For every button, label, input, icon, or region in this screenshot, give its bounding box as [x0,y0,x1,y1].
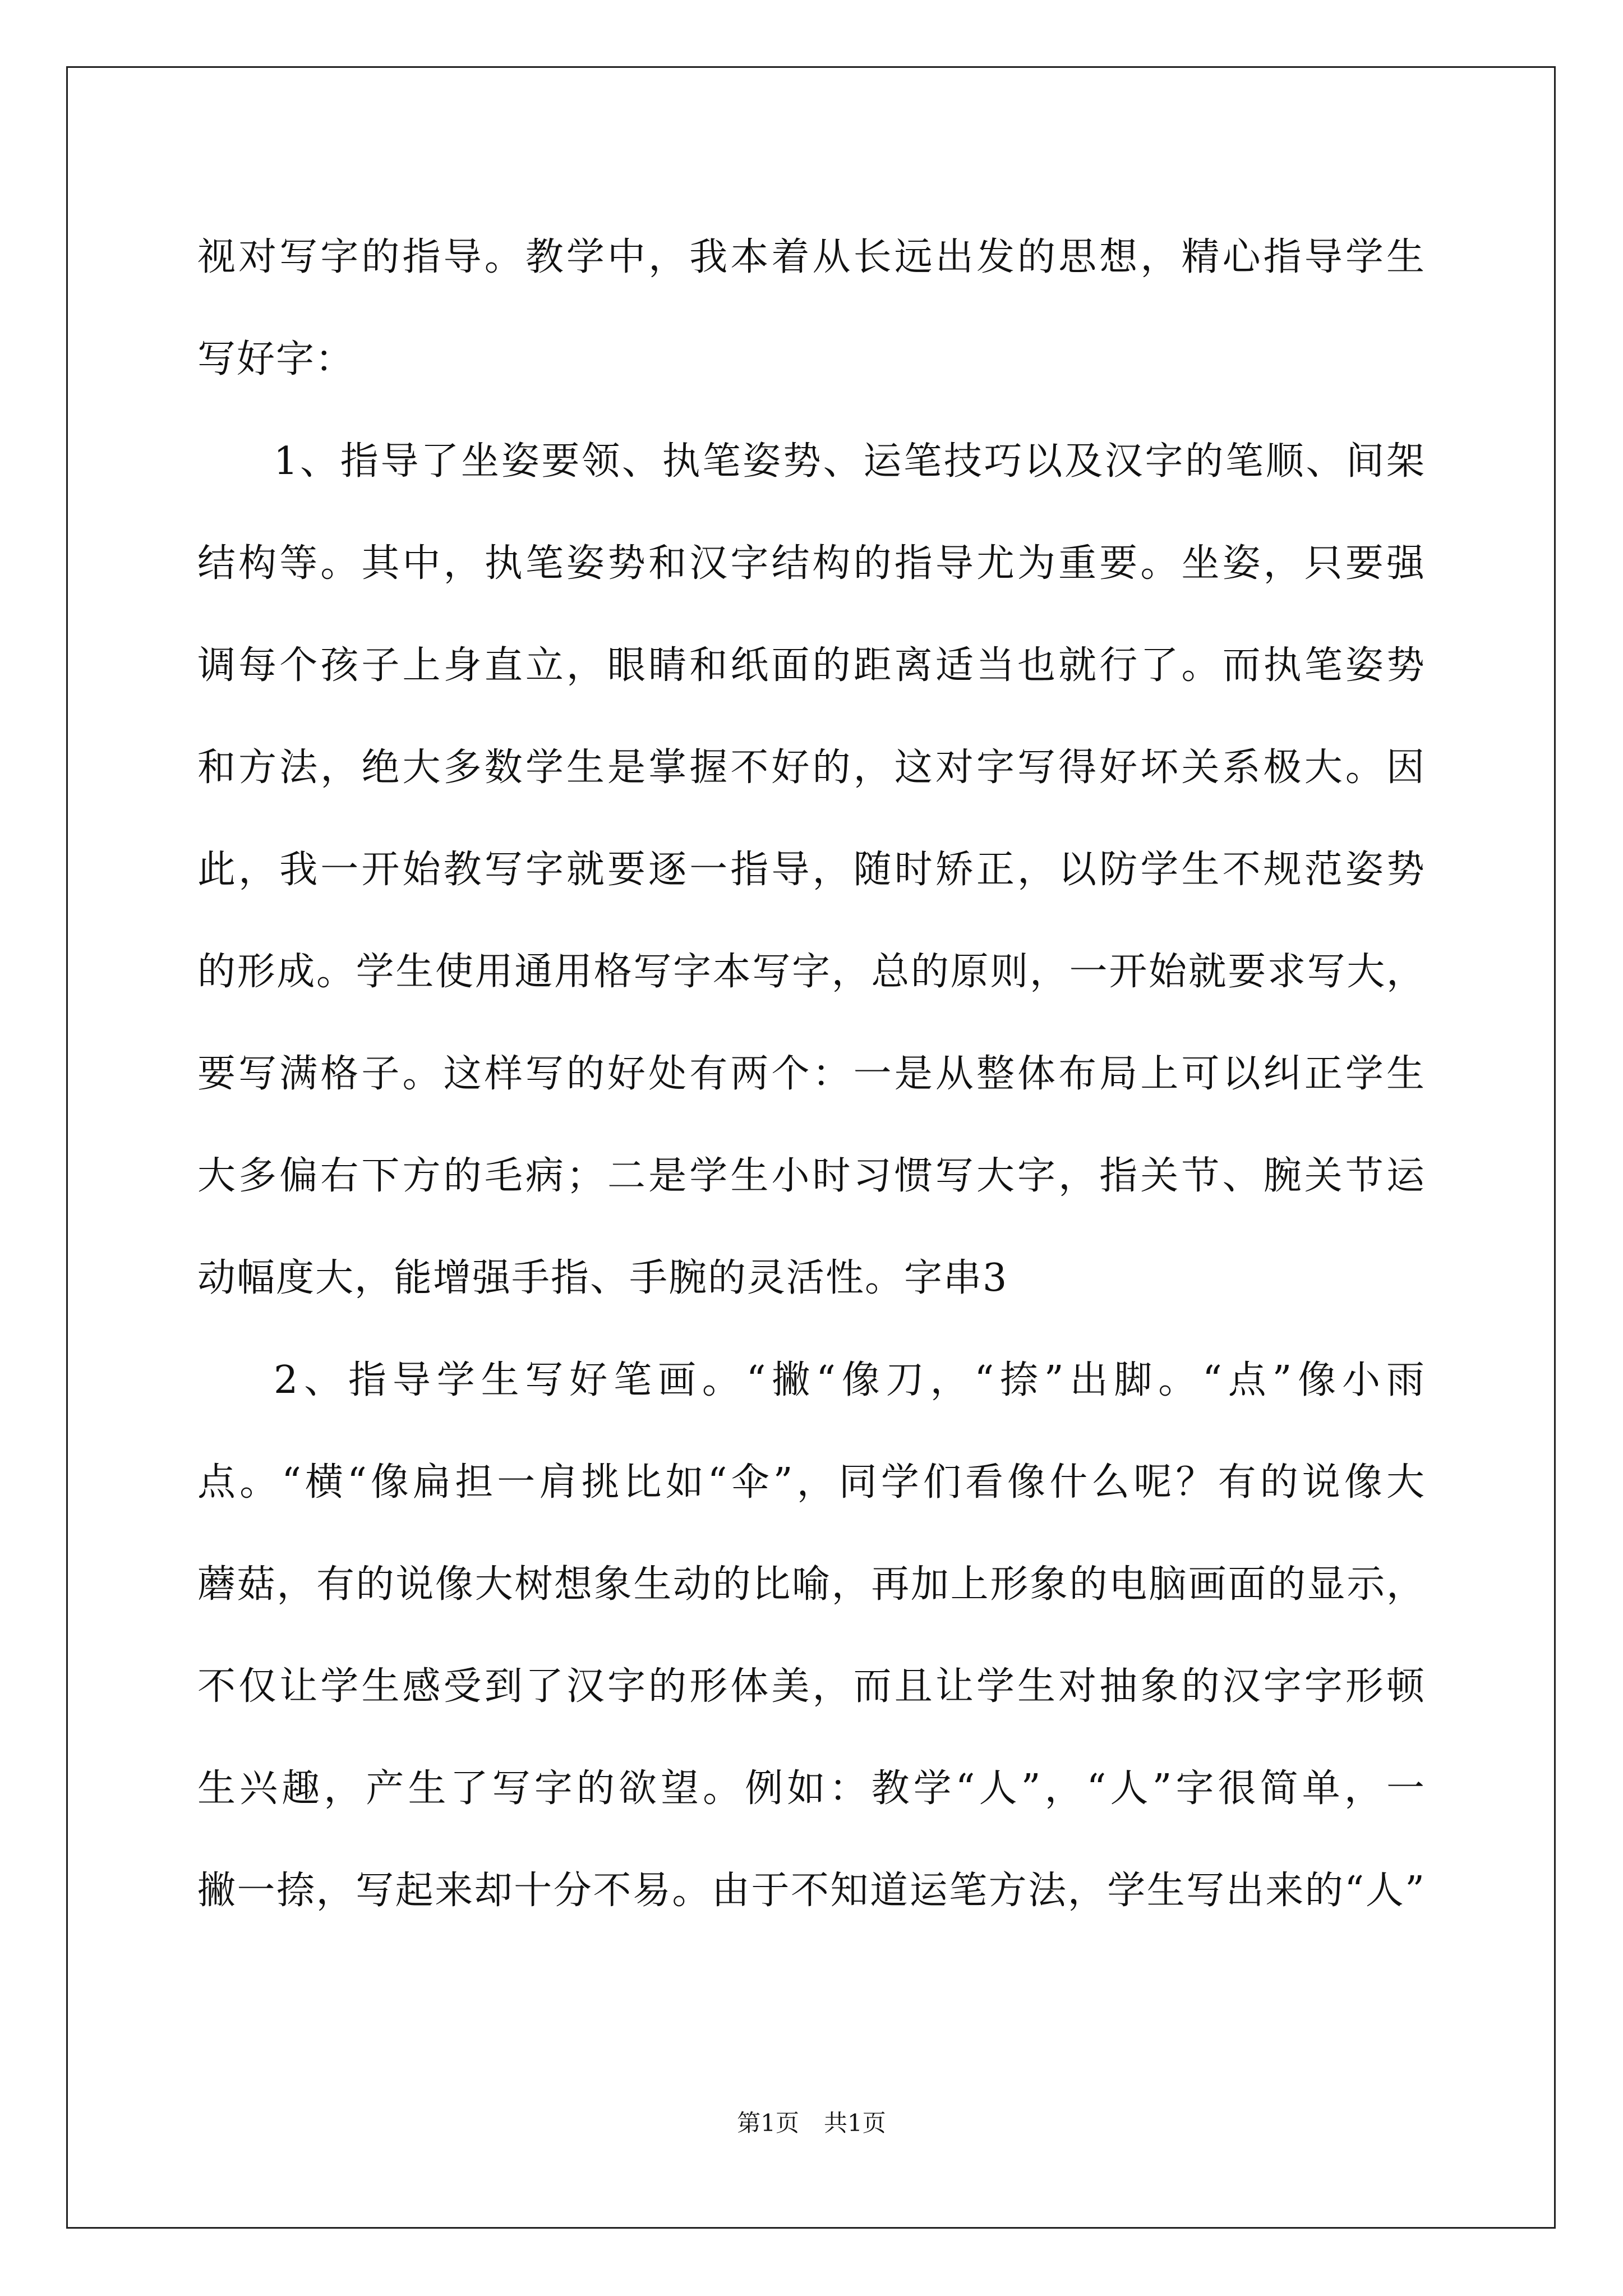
text-line: 动幅度大，能增强手指、手腕的灵活性。字串3 [197,1256,1008,1300]
text-line: 要写满格子。这样写的好处有两个：一是从整体布局上可以纠正学生 [197,1052,1426,1096]
text-line: 2、指导学生写好笔画。“撇“像刀，“捺”出脚。“点”像小雨 [274,1358,1426,1402]
text-line: 此，我一开始教写字就要逐一指导，随时矫正，以防学生不规范姿势 [197,848,1426,892]
text-line: 撇一捺，写起来却十分不易。由于不知道运笔方法，学生写出来的“人” [197,1869,1426,1913]
text-line: 不仅让学生感受到了汉字的形体美，而且让学生对抽象的汉字字形顿 [197,1664,1426,1709]
text-line: 视对写字的指导。教学中，我本着从长远出发的思想，精心指导学生 [197,235,1426,279]
page-footer [0,2109,1623,2137]
text-line: 结构等。其中，执笔姿势和汉字结构的指导尤为重要。坐姿，只要强 [197,541,1426,586]
page-total: 共1页 [824,2109,886,2137]
text-line: 调每个孩子上身直立，眼睛和纸面的距离适当也就行了。而执笔姿势 [197,643,1426,688]
text-line: 生兴趣，产生了写字的欲望。例如：教学“人”，“人”字很简单，一 [197,1766,1426,1811]
text-line: 写好字： [197,337,355,381]
text-line: 蘑菇，有的说像大树想象生动的比喻，再加上形象的电脑画面的显示， [197,1562,1426,1607]
document-body [197,206,1426,1942]
text-line: 大多偏右下方的毛病；二是学生小时习惯写大字，指关节、腕关节运 [197,1154,1426,1198]
text-line: 和方法，绝大多数学生是掌握不好的，这对字写得好坏关系极大。因 [197,746,1426,790]
text-line: 点。“横“像扁担一肩挑比如“伞”，同学们看像什么呢？有的说像大 [197,1460,1426,1504]
page-number: 第1页 [737,2109,799,2137]
text-line: 的形成。学生使用通用格写字本写字，总的原则，一开始就要求写大， [197,950,1426,994]
text-line: 1、指导了坐姿要领、执笔姿势、运笔技巧以及汉字的笔顺、间架 [274,439,1426,484]
